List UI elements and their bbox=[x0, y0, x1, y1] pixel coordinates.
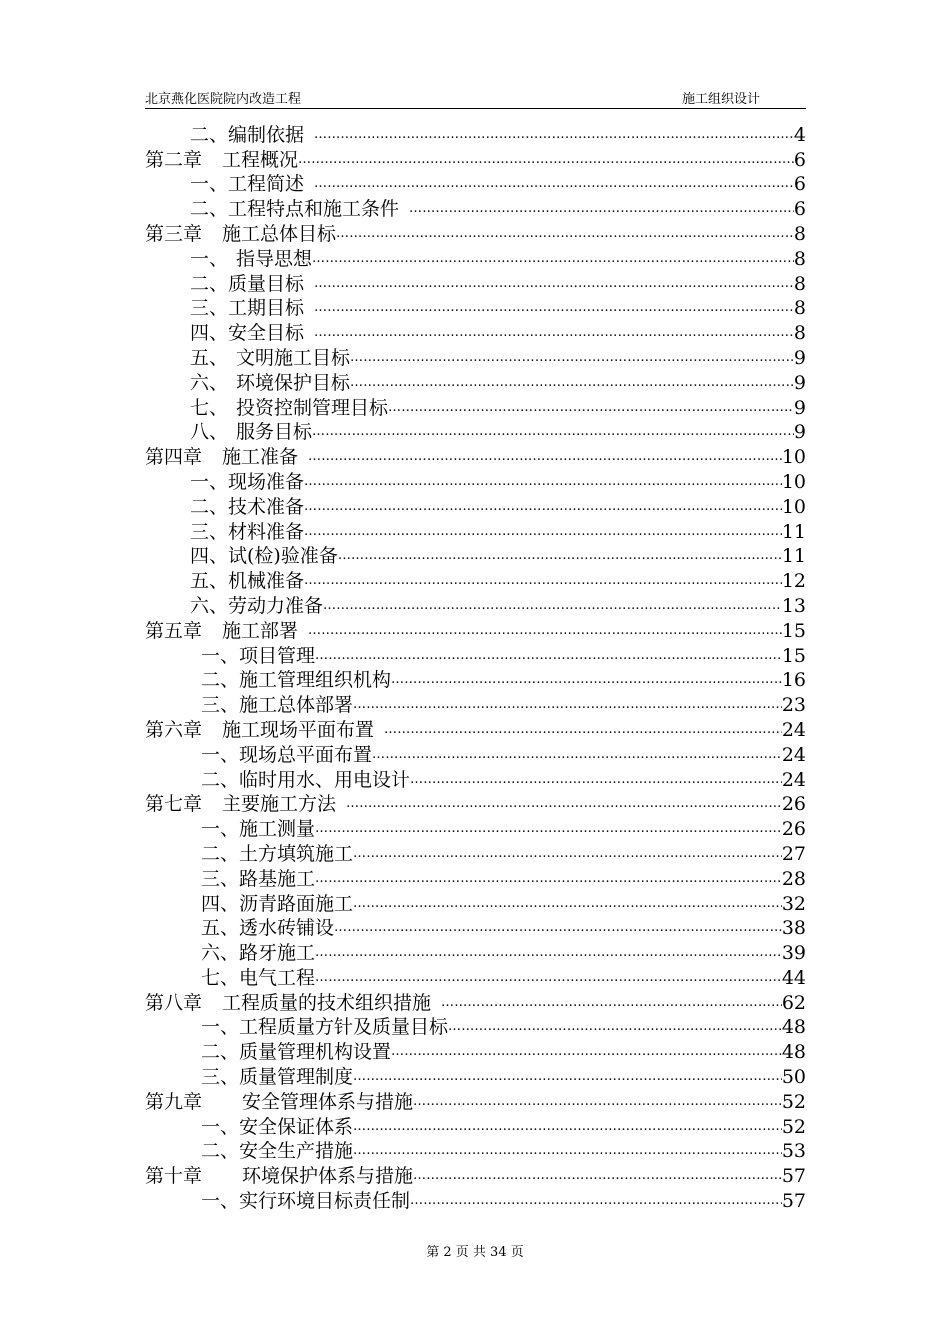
toc-page-number: 24 bbox=[781, 718, 806, 741]
toc-label bbox=[145, 222, 336, 246]
toc-label bbox=[145, 1090, 413, 1114]
toc-chapter bbox=[145, 618, 806, 643]
toc-page-number: 16 bbox=[781, 669, 806, 692]
project-title: 北京燕化医院院内改造工程 bbox=[145, 92, 302, 107]
toc-section bbox=[145, 469, 806, 494]
toc-number: 四、 bbox=[190, 322, 229, 345]
toc-label bbox=[145, 619, 308, 643]
toc-label bbox=[190, 371, 350, 395]
toc-leader-dots bbox=[336, 222, 794, 246]
toc-leader-dots bbox=[410, 768, 782, 792]
toc-label bbox=[201, 644, 315, 668]
toc-leader-dots bbox=[304, 520, 782, 544]
toc-number: 第六章 bbox=[145, 718, 203, 741]
toc-label bbox=[201, 916, 334, 940]
toc-title: 服务目标 bbox=[236, 421, 313, 444]
toc-section bbox=[145, 296, 806, 321]
toc-section bbox=[145, 1188, 806, 1213]
toc-number: 二、 bbox=[190, 198, 229, 221]
toc-leader-dots bbox=[448, 1015, 782, 1039]
toc-number: 一、 bbox=[201, 818, 240, 841]
toc-leader-dots bbox=[353, 1139, 782, 1163]
toc-section bbox=[145, 891, 806, 916]
toc-leader-dots bbox=[353, 1065, 782, 1089]
toc-label bbox=[201, 1139, 353, 1163]
toc-page-number: 32 bbox=[781, 892, 806, 915]
toc-label bbox=[145, 792, 346, 816]
toc-section bbox=[145, 841, 806, 866]
toc-title: 劳动力准备 bbox=[228, 594, 324, 617]
toc-title: 指导思想 bbox=[236, 247, 313, 270]
toc-title: 质量管理制度 bbox=[239, 1066, 354, 1089]
toc-number: 六、 bbox=[190, 594, 229, 617]
toc-title: 工程质量方针及质量目标 bbox=[239, 1016, 449, 1039]
toc-chapter bbox=[145, 221, 806, 246]
toc-title: 施工总体目标 bbox=[222, 222, 337, 245]
toc-label bbox=[190, 420, 312, 444]
toc-page-number: 10 bbox=[781, 470, 806, 493]
toc-number: 二、 bbox=[190, 272, 229, 295]
toc-number: 二、 bbox=[201, 1140, 240, 1163]
toc-label bbox=[201, 768, 410, 792]
toc-page-number: 26 bbox=[781, 793, 806, 816]
toc-leader-dots bbox=[391, 1040, 782, 1064]
toc-title: 机械准备 bbox=[228, 570, 305, 593]
toc-chapter bbox=[145, 717, 806, 742]
toc-chapter bbox=[145, 990, 806, 1015]
toc-page-number: 57 bbox=[781, 1165, 806, 1188]
toc-label bbox=[190, 172, 314, 196]
toc-leader-dots bbox=[353, 693, 782, 717]
toc-leader-dots bbox=[350, 371, 794, 395]
toc-page-number: 53 bbox=[781, 1140, 806, 1163]
toc-section bbox=[145, 494, 806, 519]
toc-page-number: 15 bbox=[781, 619, 806, 642]
toc-section bbox=[145, 593, 806, 618]
toc-section bbox=[145, 965, 806, 990]
toc-page-number: 50 bbox=[781, 1066, 806, 1089]
toc-section bbox=[145, 420, 806, 445]
toc-number: 一、 bbox=[201, 1016, 240, 1039]
page-footer: 第 2 页 共 34 页 bbox=[426, 1245, 524, 1260]
toc-number: 第四章 bbox=[145, 446, 203, 469]
toc-label bbox=[190, 569, 304, 593]
toc-page-number: 48 bbox=[781, 1016, 806, 1039]
toc-page-number: 8 bbox=[793, 247, 806, 270]
toc-title: 安全保证体系 bbox=[239, 1115, 354, 1138]
toc-section bbox=[145, 172, 806, 197]
toc-number: 一、 bbox=[201, 1190, 240, 1213]
toc-number: 二、 bbox=[190, 123, 229, 146]
toc-section bbox=[145, 1039, 806, 1064]
toc-title: 环境保护目标 bbox=[236, 371, 351, 394]
toc-number: 第二章 bbox=[145, 148, 203, 171]
toc-label bbox=[145, 718, 384, 742]
toc-section bbox=[145, 395, 806, 420]
toc-number: 三、 bbox=[190, 297, 229, 320]
toc-leader-dots bbox=[346, 792, 782, 816]
toc-number: 一、 bbox=[190, 470, 229, 493]
toc-title: 安全管理体系与措施 bbox=[242, 1090, 414, 1113]
toc-label bbox=[201, 1015, 448, 1039]
toc-title: 质量管理机构设置 bbox=[239, 1041, 392, 1064]
toc-number: 二、 bbox=[201, 768, 240, 791]
toc-title: 工期目标 bbox=[228, 297, 305, 320]
toc-label bbox=[190, 296, 314, 320]
toc-label bbox=[201, 941, 315, 965]
toc-page-number: 8 bbox=[793, 322, 806, 345]
toc-label bbox=[190, 272, 314, 296]
toc-leader-dots bbox=[315, 941, 782, 965]
toc-title: 施工部署 bbox=[222, 619, 299, 642]
toc-number: 第九章 bbox=[145, 1090, 203, 1113]
toc-leader-dots bbox=[314, 321, 794, 345]
toc-number: 五、 bbox=[190, 346, 229, 369]
toc-leader-dots bbox=[308, 445, 782, 469]
toc-number: 八、 bbox=[190, 421, 229, 444]
toc-title: 路牙施工 bbox=[239, 942, 316, 965]
toc-section bbox=[145, 320, 806, 345]
toc-label bbox=[145, 148, 298, 172]
toc-section bbox=[145, 742, 806, 767]
toc-leader-dots bbox=[441, 991, 782, 1015]
toc-section bbox=[145, 767, 806, 792]
toc-leader-dots bbox=[315, 867, 782, 891]
toc-page-number: 38 bbox=[781, 917, 806, 940]
toc-title: 现场准备 bbox=[228, 470, 305, 493]
toc-leader-dots bbox=[353, 892, 782, 916]
toc-page-number: 62 bbox=[781, 991, 806, 1014]
toc-leader-dots bbox=[391, 668, 782, 692]
toc-leader-dots bbox=[304, 495, 782, 519]
toc-page-number: 13 bbox=[781, 594, 806, 617]
toc-page-number: 4 bbox=[793, 123, 806, 146]
toc-leader-dots bbox=[315, 644, 782, 668]
toc-number: 第十章 bbox=[145, 1165, 203, 1188]
toc-page-number: 9 bbox=[793, 396, 806, 419]
toc-section bbox=[145, 345, 806, 370]
toc-page-number: 27 bbox=[781, 842, 806, 865]
toc-section bbox=[145, 122, 806, 147]
toc-page-number: 10 bbox=[781, 495, 806, 518]
toc-title: 材料准备 bbox=[228, 520, 305, 543]
toc-leader-dots bbox=[314, 272, 794, 296]
toc-title: 工程特点和施工条件 bbox=[228, 198, 400, 221]
toc-number: 四、 bbox=[201, 892, 240, 915]
toc-label bbox=[201, 668, 391, 692]
toc-page-number: 24 bbox=[781, 743, 806, 766]
toc-title: 施工总体部署 bbox=[239, 694, 354, 717]
toc-label bbox=[145, 1164, 413, 1188]
toc-label bbox=[190, 396, 388, 420]
toc-number: 一、 bbox=[201, 644, 240, 667]
toc-number: 二、 bbox=[190, 495, 229, 518]
toc-section bbox=[145, 1114, 806, 1139]
toc-label bbox=[190, 321, 314, 345]
page-header bbox=[145, 86, 806, 109]
toc-page-number: 12 bbox=[781, 570, 806, 593]
toc-page-number: 8 bbox=[793, 272, 806, 295]
toc-number: 七、 bbox=[190, 396, 229, 419]
toc-leader-dots bbox=[308, 619, 782, 643]
toc-leader-dots bbox=[314, 123, 794, 147]
toc-title: 环境保护体系与措施 bbox=[242, 1165, 414, 1188]
toc-page-number: 23 bbox=[781, 694, 806, 717]
toc-leader-dots bbox=[298, 148, 794, 172]
toc-label bbox=[201, 842, 353, 866]
toc-section bbox=[145, 196, 806, 221]
toc-section bbox=[145, 1064, 806, 1089]
toc-page-number: 8 bbox=[793, 297, 806, 320]
toc-title: 工程质量的技术组织措施 bbox=[222, 991, 432, 1014]
toc-label bbox=[145, 991, 441, 1015]
toc-number: 三、 bbox=[201, 694, 240, 717]
toc-title: 主要施工方法 bbox=[222, 793, 337, 816]
document-type: 施工组织设计 bbox=[682, 92, 761, 107]
toc-label bbox=[190, 247, 312, 271]
toc-page-number: 28 bbox=[781, 867, 806, 890]
toc-title: 施工准备 bbox=[222, 446, 299, 469]
toc-leader-dots bbox=[304, 569, 782, 593]
toc-page-number: 48 bbox=[781, 1041, 806, 1064]
toc-section bbox=[145, 668, 806, 693]
toc-title: 试(检)验准备 bbox=[228, 545, 338, 568]
toc-page-number: 6 bbox=[793, 148, 806, 171]
toc-title: 项目管理 bbox=[239, 644, 316, 667]
toc-number: 四、 bbox=[190, 545, 229, 568]
toc-section bbox=[145, 1139, 806, 1164]
toc-title: 电气工程 bbox=[239, 966, 316, 989]
toc-page-number: 11 bbox=[781, 545, 806, 568]
toc-leader-dots bbox=[384, 718, 782, 742]
toc-leader-dots bbox=[409, 197, 794, 221]
toc-leader-dots bbox=[314, 296, 794, 320]
toc-leader-dots bbox=[334, 916, 782, 940]
toc-leader-dots bbox=[312, 247, 794, 271]
toc-page-number: 57 bbox=[781, 1190, 806, 1213]
toc-title: 土方填筑施工 bbox=[239, 842, 354, 865]
toc-number: 三、 bbox=[190, 520, 229, 543]
toc-leader-dots bbox=[413, 1164, 782, 1188]
toc-title: 透水砖铺设 bbox=[239, 917, 335, 940]
toc-label bbox=[201, 1189, 410, 1213]
toc-label bbox=[201, 817, 315, 841]
toc-page-number: 52 bbox=[781, 1090, 806, 1113]
toc-leader-dots bbox=[314, 172, 794, 196]
toc-page-number: 26 bbox=[781, 818, 806, 841]
toc-label bbox=[201, 892, 353, 916]
toc-chapter bbox=[145, 1163, 806, 1188]
toc-leader-dots bbox=[350, 346, 794, 370]
table-of-contents bbox=[145, 122, 806, 1213]
toc-section bbox=[145, 816, 806, 841]
toc-title: 路基施工 bbox=[239, 867, 316, 890]
toc-label bbox=[190, 470, 304, 494]
toc-title: 施工测量 bbox=[239, 818, 316, 841]
toc-label bbox=[201, 743, 372, 767]
toc-leader-dots bbox=[315, 817, 782, 841]
toc-leader-dots bbox=[372, 743, 782, 767]
toc-leader-dots bbox=[410, 1189, 782, 1213]
toc-page-number: 10 bbox=[781, 446, 806, 469]
toc-page-number: 52 bbox=[781, 1115, 806, 1138]
toc-page-number: 15 bbox=[781, 644, 806, 667]
toc-section bbox=[145, 692, 806, 717]
toc-section bbox=[145, 519, 806, 544]
toc-label bbox=[190, 520, 304, 544]
toc-page-number: 9 bbox=[793, 371, 806, 394]
toc-number: 二、 bbox=[201, 669, 240, 692]
toc-leader-dots bbox=[353, 1115, 782, 1139]
toc-title: 现场总平面布置 bbox=[239, 743, 373, 766]
toc-title: 临时用水、用电设计 bbox=[239, 768, 411, 791]
toc-number: 第七章 bbox=[145, 793, 203, 816]
toc-chapter bbox=[145, 792, 806, 817]
toc-section bbox=[145, 370, 806, 395]
toc-number: 三、 bbox=[201, 867, 240, 890]
toc-section bbox=[145, 246, 806, 271]
toc-section bbox=[145, 916, 806, 941]
toc-leader-dots bbox=[312, 420, 794, 444]
toc-title: 施工管理组织机构 bbox=[239, 669, 392, 692]
toc-label bbox=[145, 445, 308, 469]
toc-chapter bbox=[145, 1089, 806, 1114]
toc-section bbox=[145, 643, 806, 668]
toc-leader-dots bbox=[413, 1090, 782, 1114]
toc-section bbox=[145, 1015, 806, 1040]
toc-number: 三、 bbox=[201, 1066, 240, 1089]
toc-page-number: 44 bbox=[781, 966, 806, 989]
toc-number: 一、 bbox=[190, 173, 229, 196]
toc-page-number: 6 bbox=[793, 173, 806, 196]
toc-leader-dots bbox=[353, 842, 782, 866]
toc-label bbox=[190, 346, 350, 370]
toc-title: 安全生产措施 bbox=[239, 1140, 354, 1163]
toc-title: 投资控制管理目标 bbox=[236, 396, 389, 419]
toc-label bbox=[201, 1065, 353, 1089]
toc-number: 二、 bbox=[201, 1041, 240, 1064]
toc-leader-dots bbox=[323, 594, 782, 618]
toc-leader-dots bbox=[338, 544, 782, 568]
toc-number: 一、 bbox=[190, 247, 229, 270]
toc-label bbox=[201, 1040, 391, 1064]
toc-number: 第八章 bbox=[145, 991, 203, 1014]
toc-page-number: 11 bbox=[781, 520, 806, 543]
toc-section bbox=[145, 271, 806, 296]
toc-label bbox=[190, 495, 304, 519]
toc-title: 技术准备 bbox=[228, 495, 305, 518]
toc-title: 工程简述 bbox=[228, 173, 305, 196]
toc-number: 一、 bbox=[201, 1115, 240, 1138]
toc-number: 二、 bbox=[201, 842, 240, 865]
toc-section bbox=[145, 568, 806, 593]
toc-label bbox=[190, 197, 409, 221]
toc-number: 五、 bbox=[190, 570, 229, 593]
toc-title: 安全目标 bbox=[228, 322, 305, 345]
toc-number: 第五章 bbox=[145, 619, 203, 642]
toc-leader-dots bbox=[388, 396, 794, 420]
toc-page-number: 6 bbox=[793, 198, 806, 221]
toc-label bbox=[190, 544, 338, 568]
toc-number: 五、 bbox=[201, 917, 240, 940]
toc-page-number: 8 bbox=[793, 222, 806, 245]
toc-leader-dots bbox=[304, 470, 782, 494]
toc-title: 施工现场平面布置 bbox=[222, 718, 375, 741]
toc-label bbox=[190, 123, 314, 147]
toc-page-number: 9 bbox=[793, 421, 806, 444]
toc-number: 六、 bbox=[190, 371, 229, 394]
toc-title: 实行环境目标责任制 bbox=[239, 1190, 411, 1213]
toc-label bbox=[201, 693, 353, 717]
toc-section bbox=[145, 544, 806, 569]
toc-number: 六、 bbox=[201, 942, 240, 965]
toc-label bbox=[201, 966, 315, 990]
toc-page-number: 24 bbox=[781, 768, 806, 791]
toc-title: 沥青路面施工 bbox=[239, 892, 354, 915]
toc-title: 编制依据 bbox=[228, 123, 305, 146]
toc-title: 工程概况 bbox=[222, 148, 299, 171]
toc-page-number: 39 bbox=[781, 942, 806, 965]
toc-section bbox=[145, 866, 806, 891]
toc-chapter bbox=[145, 147, 806, 172]
toc-label bbox=[201, 867, 315, 891]
toc-chapter bbox=[145, 444, 806, 469]
toc-section bbox=[145, 940, 806, 965]
toc-leader-dots bbox=[315, 966, 782, 990]
toc-number: 第三章 bbox=[145, 222, 203, 245]
toc-title: 质量目标 bbox=[228, 272, 305, 295]
toc-number: 一、 bbox=[201, 743, 240, 766]
toc-title: 文明施工目标 bbox=[236, 346, 351, 369]
toc-label bbox=[201, 1115, 353, 1139]
toc-number: 七、 bbox=[201, 966, 240, 989]
toc-page-number: 9 bbox=[793, 346, 806, 369]
toc-label bbox=[190, 594, 323, 618]
